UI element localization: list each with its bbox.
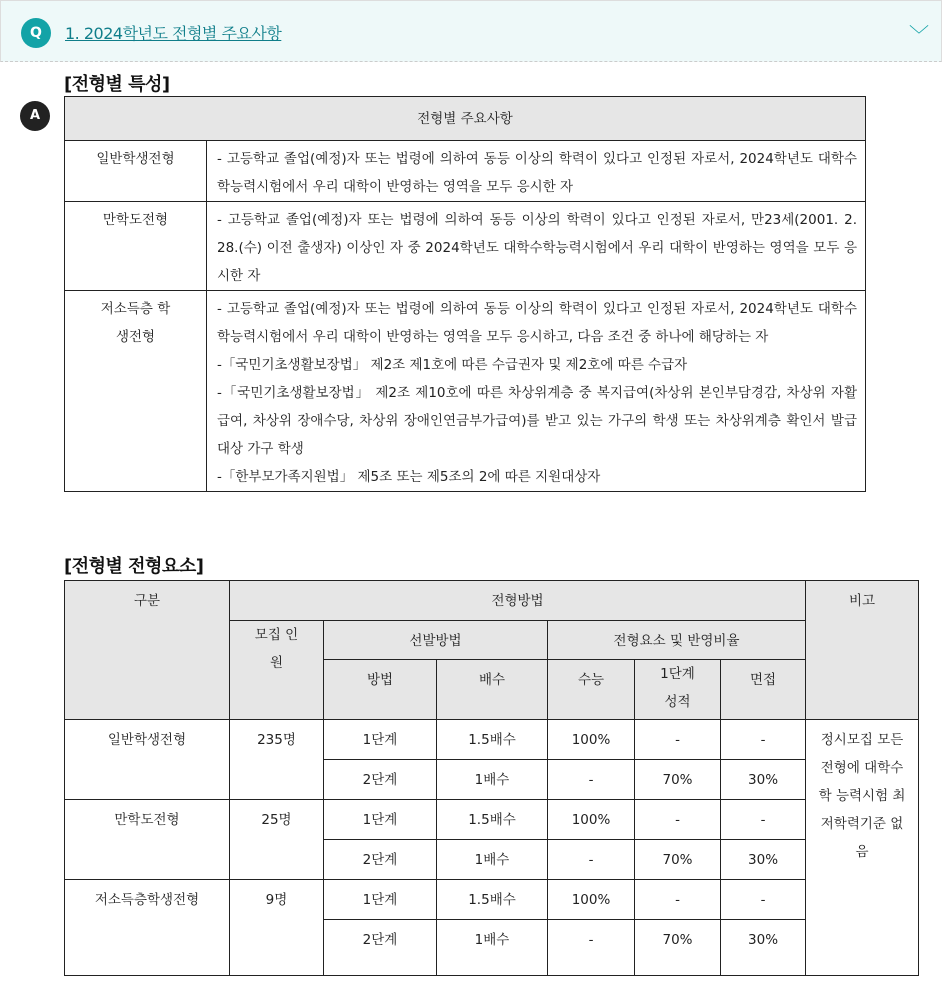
q-badge: Q [21, 18, 51, 48]
header-select: 선발방법 [324, 621, 548, 660]
type-name: 저소득층 학생전형 [65, 291, 207, 492]
description-line: - 고등학교 졸업(예정)자 또는 법령에 의하여 동등 이상의 학력이 있다고 인정된 자로서, 만23세(2001. 2. 28.(수) 이전 출생자) 이상인 자 중 2024학년도 대학수학능력시험에서 우리 대학이 반영하는 영역을 모두 응시한 자 [217, 212, 857, 284]
type-name: 만학도전형 [65, 800, 230, 880]
type-name: 일반학생전형 [65, 720, 230, 800]
header-ratio: 전형요소 및 반영비율 [548, 621, 806, 660]
header-method: 전형방법 [230, 581, 806, 621]
cell: 1배수 [437, 840, 548, 880]
header-way: 방법 [324, 660, 437, 720]
cell: - [721, 720, 806, 760]
cell: - [548, 760, 635, 800]
table-row [65, 141, 866, 202]
table-row [65, 720, 919, 760]
cell: - [635, 880, 721, 920]
description-line: -「국민기초생활보장법」 제2조 제10호에 따른 차상위계층 중 복지급여(차상위 본인부담경감, 차상위 자활급여, 차상위 장애수당, 차상위 장애인연금부가급여)를 받고 있는 가구의 학생 또는 차상위계층 확인서 발급 대상 가구 학생 [217, 385, 857, 457]
recruit-count: 235명 [230, 720, 324, 800]
question-title-link[interactable]: 1. 2024학년도 전형별 주요사항 [65, 24, 282, 43]
cell: 100% [548, 720, 635, 760]
table-row [65, 800, 919, 840]
type-description [207, 291, 866, 492]
cell: - [721, 880, 806, 920]
cell: 1단계 [324, 880, 437, 920]
type-name: 일반학생전형 [65, 141, 207, 202]
cell: 70% [635, 760, 721, 800]
type-description [207, 141, 866, 202]
note-cell: 정시모집 모든 전형에 대학수학 능력시험 최저학력기준 없음 [806, 720, 919, 976]
cell: 30% [721, 760, 806, 800]
header-recruit: 모집 인원 [230, 621, 324, 720]
cell: - [635, 720, 721, 760]
recruit-count: 9명 [230, 880, 324, 976]
type-name: 만학도전형 [65, 202, 207, 291]
cell: 70% [635, 920, 721, 976]
cell: 30% [721, 920, 806, 976]
header-interview: 면접 [721, 660, 806, 720]
header-note: 비고 [806, 581, 919, 720]
cell: 2단계 [324, 920, 437, 976]
header-gubun: 구분 [65, 581, 230, 720]
description-line: -「국민기초생활보장법」 제2조 제1호에 따른 수급권자 및 제2호에 따른 수급자 [217, 357, 688, 373]
cell: - [548, 840, 635, 880]
cell: 1.5배수 [437, 800, 548, 840]
cell: 100% [548, 800, 635, 840]
elements-table [64, 580, 919, 976]
faq-question-header[interactable] [0, 0, 942, 62]
header-csat: 수능 [548, 660, 635, 720]
table-header: 전형별 주요사항 [65, 97, 866, 141]
section-heading-elements: [전형별 전형요소] [64, 556, 204, 577]
description-line: - 고등학교 졸업(예정)자 또는 법령에 의하여 동등 이상의 학력이 있다고 인정된 자로서, 2024학년도 대학수학능력시험에서 우리 대학이 반영하는 영역을 모두 응시한 자 [217, 151, 857, 195]
cell: 2단계 [324, 840, 437, 880]
recruit-count: 25명 [230, 800, 324, 880]
header-stage1: 1단계 성적 [635, 660, 721, 720]
cell: 1.5배수 [437, 880, 548, 920]
table-row [65, 202, 866, 291]
cell: 30% [721, 840, 806, 880]
type-description [207, 202, 866, 291]
cell: 1배수 [437, 920, 548, 976]
cell: 1.5배수 [437, 720, 548, 760]
chevron-down-icon[interactable]: ﹀ [909, 23, 929, 47]
cell: 1배수 [437, 760, 548, 800]
type-name: 저소득층학생전형 [65, 880, 230, 976]
cell: 1단계 [324, 720, 437, 760]
cell: - [548, 920, 635, 976]
cell: - [635, 800, 721, 840]
cell: 2단계 [324, 760, 437, 800]
section-heading-characteristics: [전형별 특성] [64, 74, 170, 95]
table-row [65, 291, 866, 492]
description-line: -「한부모가족지원법」 제5조 또는 제5조의 2에 따른 지원대상자 [217, 469, 601, 485]
cell: 1단계 [324, 800, 437, 840]
cell: 70% [635, 840, 721, 880]
table-row [65, 880, 919, 920]
cell: - [721, 800, 806, 840]
characteristics-table [64, 96, 866, 492]
a-badge: A [20, 101, 50, 131]
cell: 100% [548, 880, 635, 920]
description-line: - 고등학교 졸업(예정)자 또는 법령에 의하여 동등 이상의 학력이 있다고 인정된 자로서, 2024학년도 대학수학능력시험에서 우리 대학이 반영하는 영역을 모두 응시하고, 다음 조건 중 하나에 해당하는 자 [217, 301, 857, 345]
header-mult: 배수 [437, 660, 548, 720]
